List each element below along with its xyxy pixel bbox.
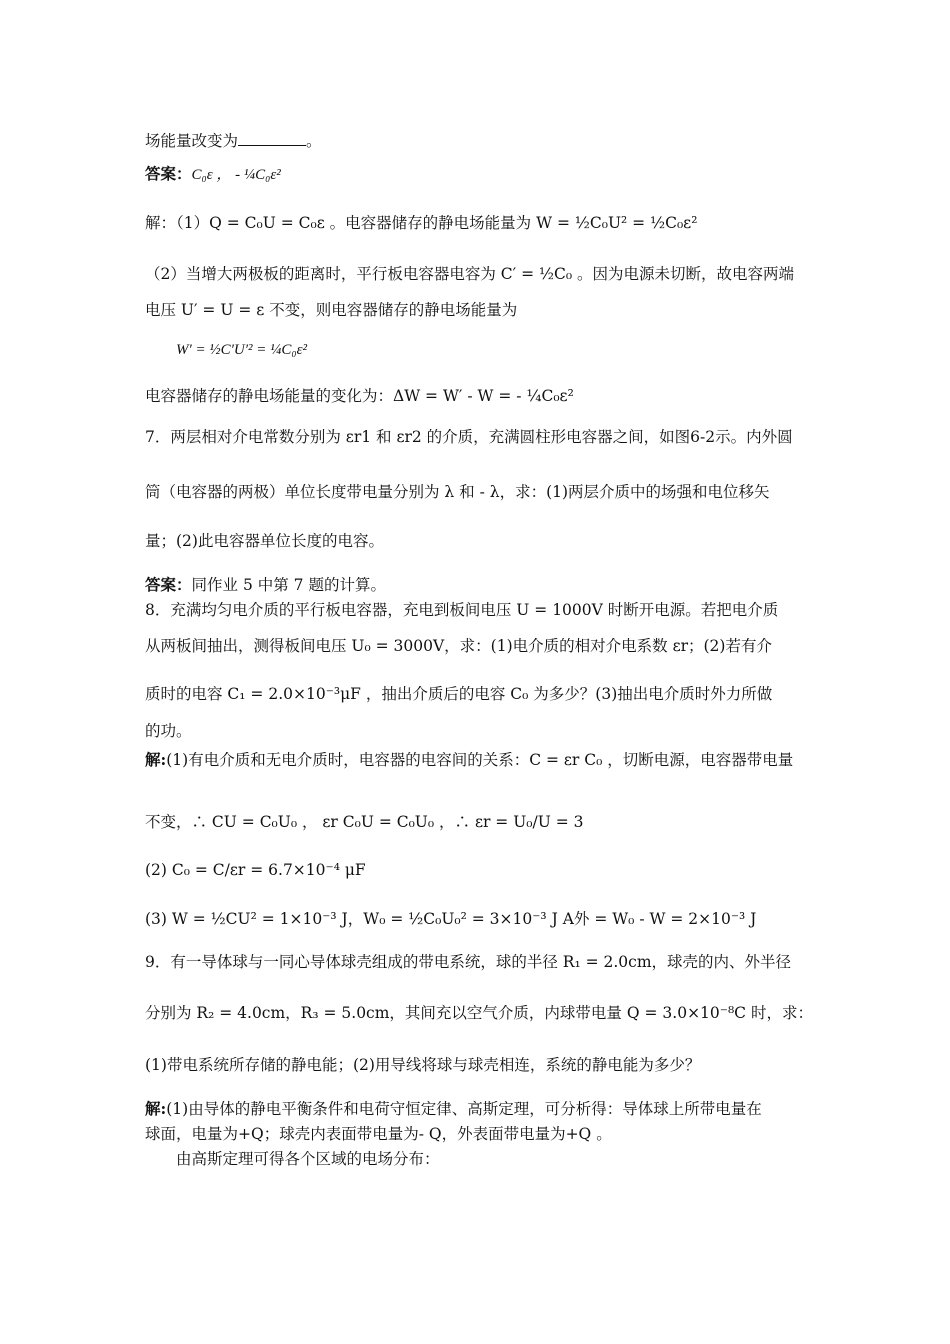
line-energy-delta: 电容器储存的静电场能量的变化为：ΔW = W′ - W = - ¼C₀ε² [145, 387, 574, 405]
line-problem-8c: 质时的电容 C₁ = 2.0×10⁻³μF ，抽出介质后的电容 C₀ 为多少？(3)抽出电介质时外力所做 [145, 685, 773, 703]
line-answer-1: 答案：C₀ε ， - ¼C₀ε² [145, 164, 281, 183]
line-problem-7c: 量；(2)此电容器单位长度的电容。 [145, 532, 384, 550]
line-problem-8b: 从两板间抽出，测得板间电压 U₀ = 3000V，求：(1)电介质的相对介电系数 εr；(2)若有介 [145, 637, 772, 655]
line-answer-7: 答案：同作业 5 中第 7 题的计算。 [145, 575, 386, 594]
line-solution-8-1: 解:(1)有电介质和无电介质时，电容器的电容间的关系：C = εr C₀ ，切断电源，电容器带电量 [145, 750, 794, 769]
line-solution-9a: 解:(1)由导体的静电平衡条件和电荷守恒定律、高斯定理，可分析得：导体球上所带电量在 [145, 1099, 762, 1118]
line-solution-9b: 球面，电量为+Q；球壳内表面带电量为- Q，外表面带电量为+Q 。 [145, 1125, 612, 1143]
line-problem-8d: 的功。 [145, 722, 192, 740]
answer-blank [238, 131, 306, 146]
line-solution-8-1b: 不变，∴ CU = C₀U₀ ， εr C₀U = C₀U₀ ，∴ εr = U₀/U = 3 [145, 813, 584, 831]
line-solution-1: 解：（1）Q = C₀U = C₀ε 。电容器储存的静电场能量为 W = ½C₀U² = ½C₀ε² [145, 214, 698, 232]
line-solution-9c: 由高斯定理可得各个区域的电场分布： [176, 1150, 440, 1168]
line-solution-8-2: (2) C₀ = C/εr = 6.7×10⁻⁴ μF [145, 861, 366, 879]
line-problem-8a: 8．充满均匀电介质的平行板电容器，充电到板间电压 U = 1000V 时断开电源。若把电介质 [145, 601, 779, 619]
line-solution-8-3: (3) W = ½CU² = 1×10⁻³ J，W₀ = ½C₀U₀² = 3×10⁻³ J A外 = W₀ - W = 2×10⁻³ J [145, 910, 757, 928]
line-solution-2b: 电压 U′ = U = ε 不变，则电容器储存的静电场能量为 [145, 301, 518, 319]
line-solution-2a: （2）当增大两极板的距离时，平行板电容器电容为 C′ = ½C₀ 。因为电源未切断，故电容两端 [145, 265, 795, 283]
line-energy-change: 场能量改变为 。 [145, 132, 322, 150]
line-problem-9b: 分别为 R₂ = 4.0cm，R₃ = 5.0cm，其间充以空气介质，内球带电量 Q = 3.0×10⁻⁸C 时，求： [145, 1004, 813, 1022]
line-problem-9a: 9．有一导体球与一同心导体球壳组成的带电系统，球的半径 R₁ = 2.0cm，球壳的内、外半径 [145, 953, 792, 971]
line-problem-7b: 筒（电容器的两极）单位长度带电量分别为 λ 和 - λ，求：(1)两层介质中的场强和电位移矢 [145, 483, 770, 501]
line-problem-7a: 7．两层相对介电常数分别为 εr1 和 εr2 的介质，充满圆柱形电容器之间，如图6-2示。内外圆 [145, 428, 793, 446]
line-problem-9c: (1)带电系统所存储的静电能；(2)用导线将球与球壳相连，系统的静电能为多少？ [145, 1056, 701, 1074]
line-formula-w-prime: W′ = ½C′U′² = ¼C₀ε² [176, 342, 308, 358]
